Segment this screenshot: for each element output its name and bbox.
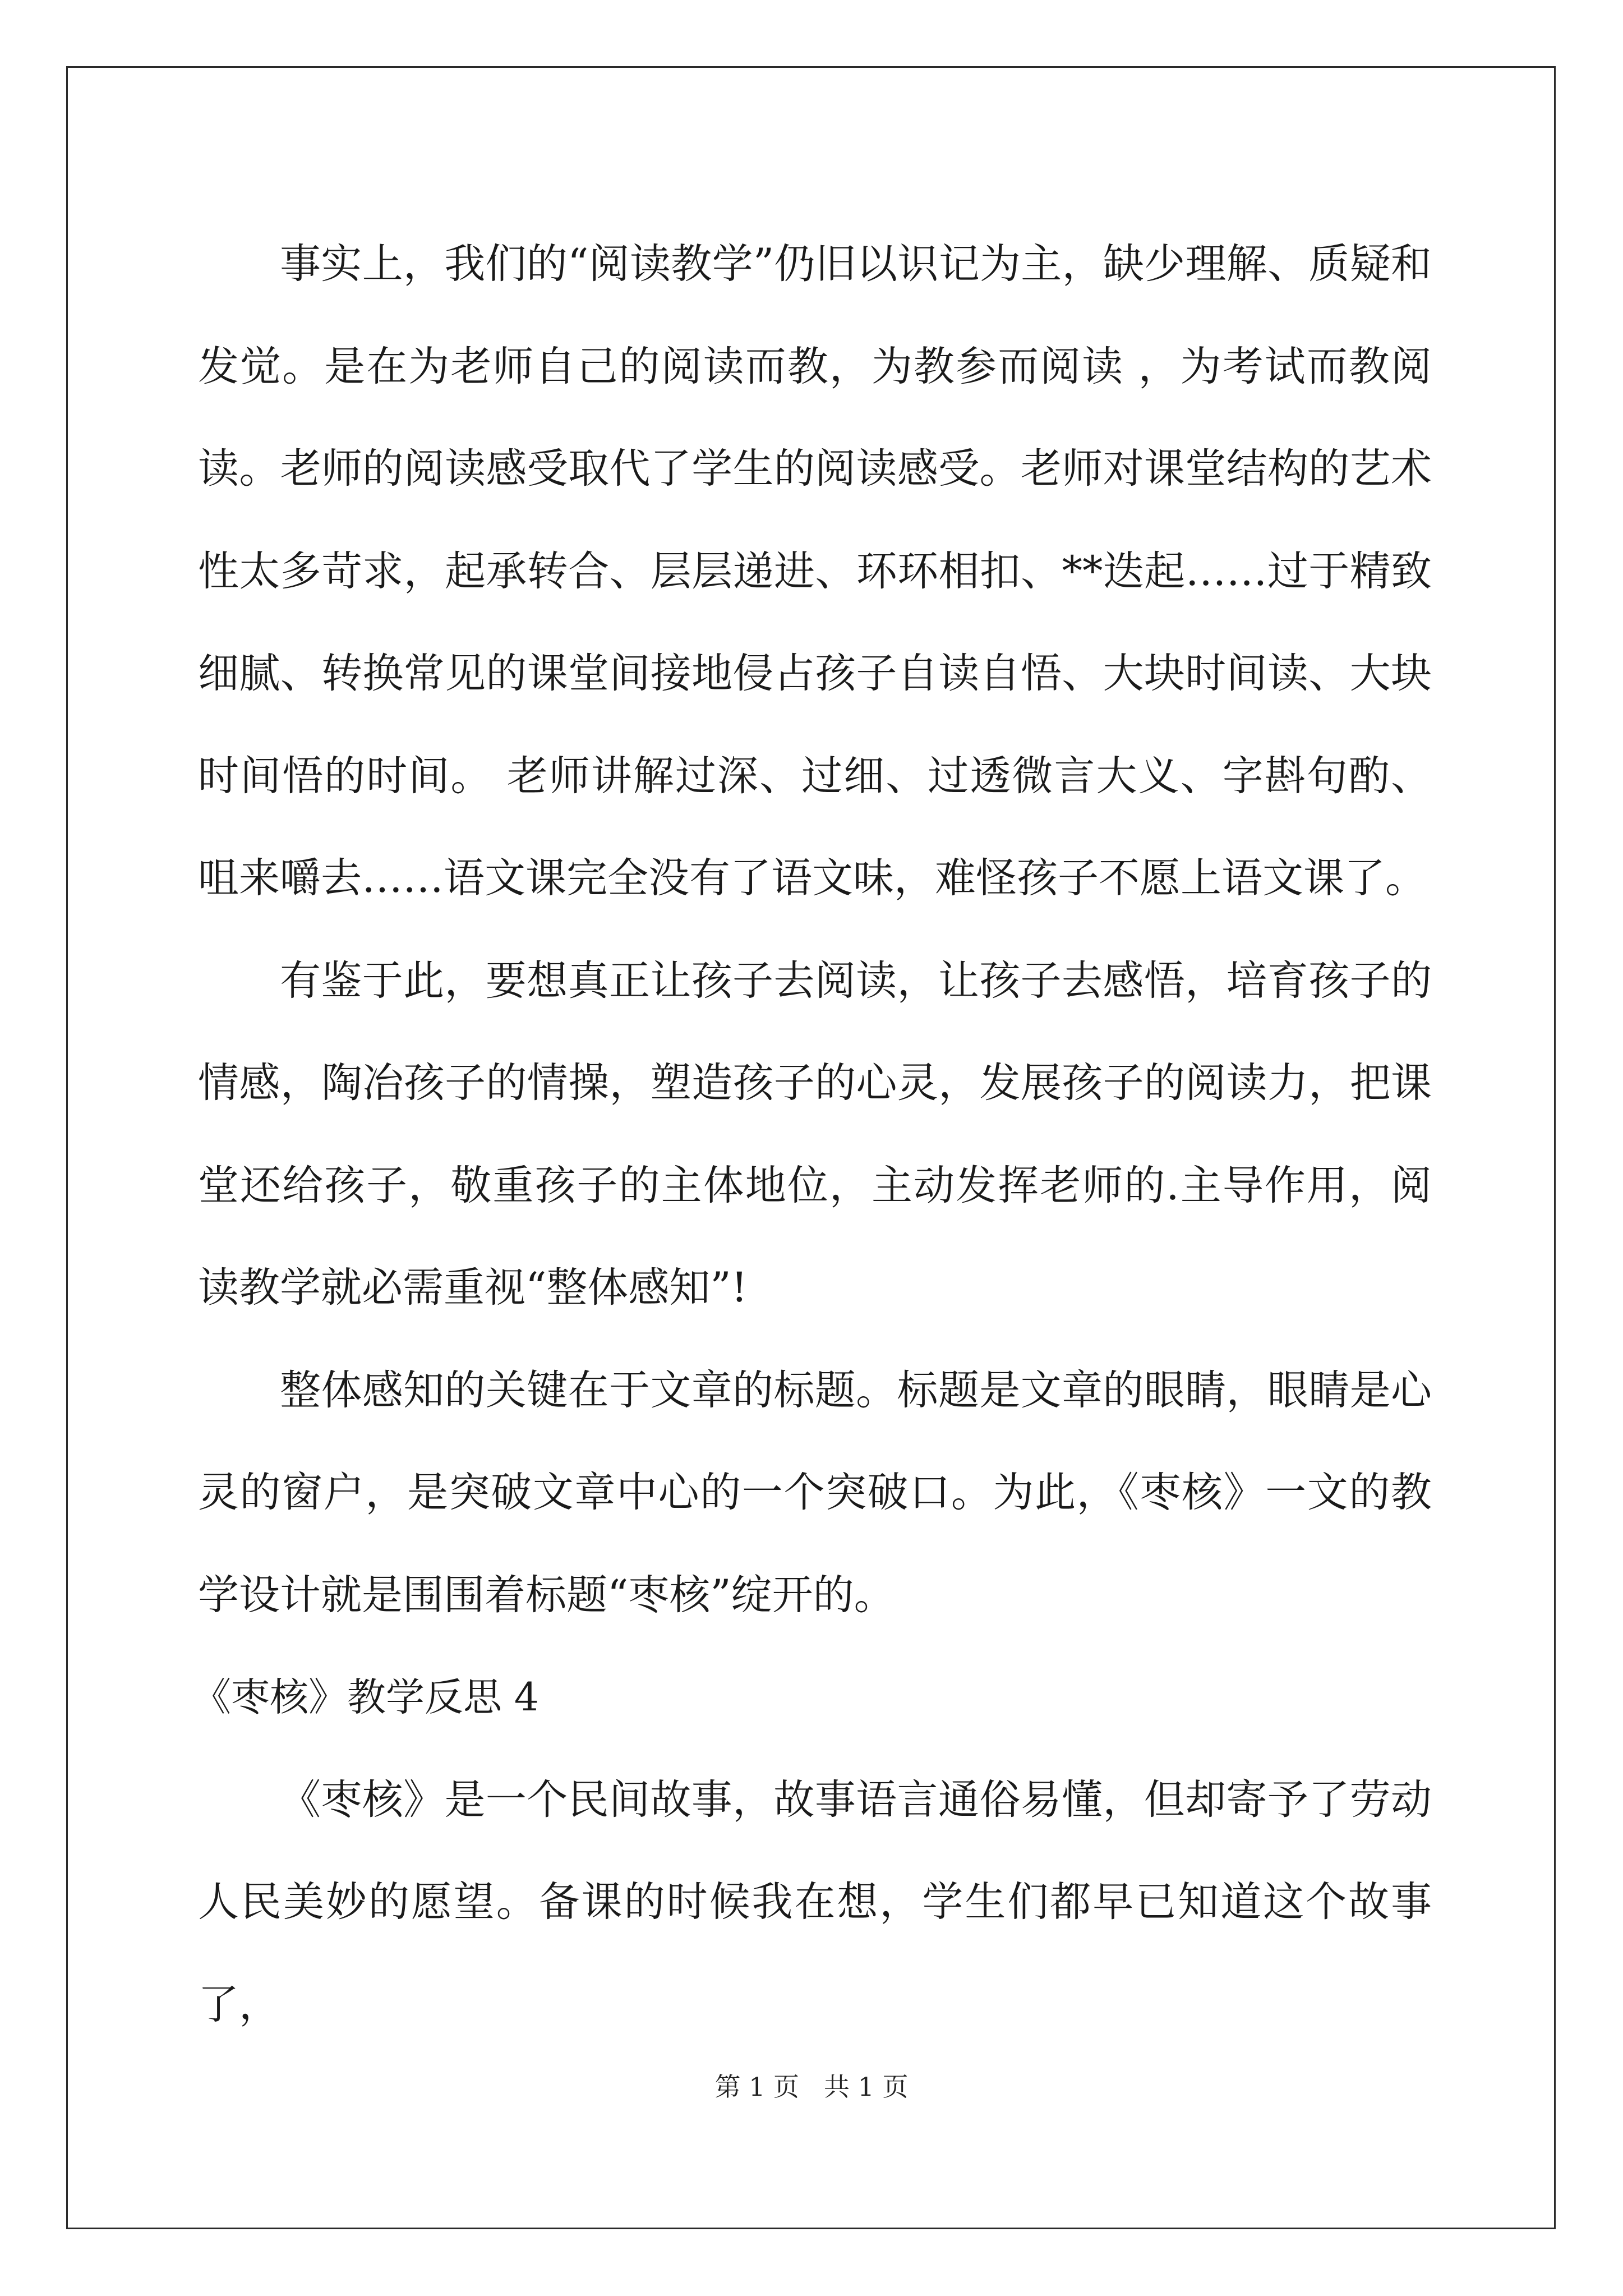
page-total: 共 1 页: [823, 2072, 909, 2102]
document-body: [192, 213, 1432, 2056]
section-heading: 《枣核》教学反思 4: [192, 1675, 539, 1720]
paragraph-4: 《枣核》是一个民间故事，故事语言通俗易懂，但却寄予了劳动人民美妙的愿望。备课的时候我在想，学生们都早已知道这个故事了，: [198, 1775, 1432, 2028]
paragraph-2: 有鉴于此，要想真正让孩子去阅读，让孩子去感悟，培育孩子的情感，陶冶孩子的情操，塑造孩子的心灵，发展孩子的阅读力，把课堂还给孩子，敬重孩子的主体地位，主动发挥老师的.主导作用，阅读教学就必需重视“整体感知”!: [198, 956, 1432, 1312]
page-number: 第 1 页: [714, 2072, 800, 2102]
paragraph-3: 整体感知的关键在于文章的标题。标题是文章的眼睛，眼睛是心灵的窗户，是突破文章中心的一个突破口。为此，《枣核》一文的教学设计就是围围着标题“枣核”绽开的。: [198, 1366, 1432, 1619]
page-footer: [0, 2070, 1623, 2104]
paragraph-1: 事实上，我们的“阅读教学”仍旧以识记为主，缺少理解、质疑和发觉。是在为老师自己的阅读而教，为教参而阅读 ，为考试而教阅读。老师的阅读感受取代了学生的阅读感受。老师对课堂结构的艺术性太多苛求，起承转合、层层递进、环环相扣、**迭起……过于精致细腻、转换常见的课堂间接地侵占孩子自读自悟、大块时间读、大块时间悟的时间。 老师讲解过深、过细、过透微言大义、字斟句酌、咀来嚼去……语文课完全没有了语文味，难怪孩子不愿上语文课了。: [198, 240, 1432, 902]
